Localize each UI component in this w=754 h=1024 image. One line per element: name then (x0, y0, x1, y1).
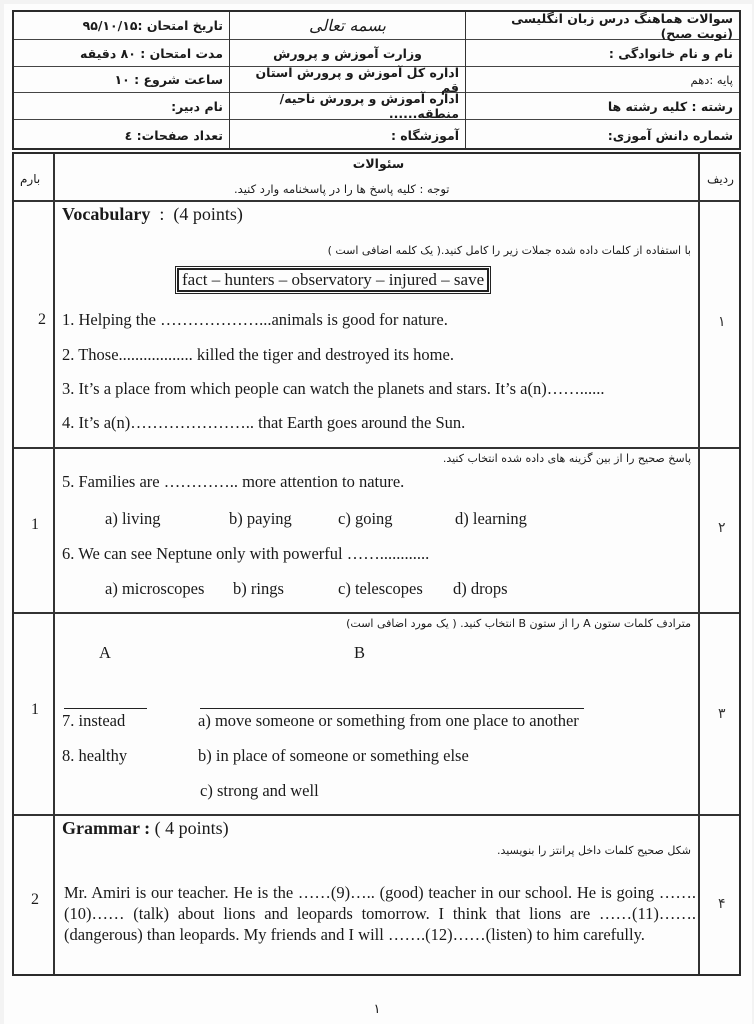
student-info-column (466, 12, 739, 148)
page-count (14, 120, 229, 150)
grammar-instruction: شکل صحیح کلمات داخل پرانتز را بنویسید. (496, 844, 691, 857)
student-number-label: شماره دانش آموزی: (607, 127, 733, 143)
exam-header-table (12, 10, 741, 150)
section-1-divider (14, 447, 739, 449)
exam-date-value: ۹۵/۱۰/۱۵ (82, 18, 138, 33)
barem-header: بارم (20, 172, 41, 186)
grammar-paragraph: Mr. Amiri is our teacher. He is the ……(9)….. (good) teacher in our school. He is going …….(10)…… (talk) about lions and leopards tomorrow. I think that lions are ……(11)……. (dangerous) than leopards. My friends and I will …….(12)……(listen) to him carefully. (64, 883, 696, 944)
grade (466, 67, 739, 93)
teacher-name-label: نام دبیر: (171, 98, 223, 114)
exam-duration-label: مدت امتحان : (140, 45, 223, 61)
answer-sheet-note: توجه : کلیه پاسخ ها را در پاسخنامه وارد کنید. (234, 182, 450, 196)
student-number (466, 120, 739, 150)
school-name (230, 120, 465, 150)
district-office (230, 93, 465, 120)
column-a-item-7: 7. instead (62, 711, 126, 730)
start-time (14, 67, 229, 93)
grade-text: پایه :دهم (690, 72, 733, 87)
page-number: ۱ (373, 1002, 381, 1017)
student-name-label: نام و نام خانوادگی : (608, 45, 733, 61)
q5-option-c: c) going (338, 509, 393, 528)
barem-column-divider (53, 154, 55, 974)
section-1-barem: 2 (38, 311, 46, 328)
start-time-value: ۱۰ (114, 72, 130, 87)
vocab-question-2: 2. Those.................. killed the tiger and destroyed its home. (62, 345, 454, 364)
province-office-text: اداره کل آموزش و پرورش استان قم (255, 64, 459, 95)
grammar-title: Grammar : ( 4 points) (62, 818, 229, 838)
vocab-question-3: 3. It’s a place from which people can watch the planets and stars. It’s a(n)……...... (62, 379, 605, 398)
school-name-label: آموزشگاه : (390, 127, 459, 143)
grammar-points: ( 4 points) (154, 818, 229, 838)
bismillah (230, 12, 465, 40)
word-bank-box: fact – hunters – observatory – injured – save (177, 268, 489, 292)
column-b-item-b: b) in place of someone or something else (198, 746, 469, 765)
questions-table (12, 152, 741, 976)
start-time-label: ساعت شروع : (134, 72, 223, 87)
exam-date-label: تاریخ امتحان : (137, 18, 223, 33)
column-a-item-8: 8. healthy (62, 746, 128, 765)
q6-option-c: c) telescopes (338, 579, 423, 598)
column-b-label: B (354, 643, 366, 662)
vocab-question-1: 1. Helping the ………………...animals is good for nature. (62, 310, 448, 329)
q5-option-a: a) living (105, 509, 161, 528)
questions-header: سئوالات (352, 156, 405, 171)
page-count-label: تعداد صفحات: (136, 127, 223, 143)
field-of-study-text: رشته : کلیه رشته ها (607, 98, 733, 114)
column-b-item-c: c) strong and well (200, 781, 319, 800)
exam-title (466, 12, 739, 40)
section-2-radif: ۲ (718, 520, 726, 536)
mc-question-5: 5. Families are ………….. more attention to nature. (62, 472, 405, 491)
exam-duration-value: ۸۰ دقیقه (80, 45, 136, 61)
ministry-name (230, 40, 465, 67)
exam-info-column (14, 12, 230, 148)
section-2-barem: 1 (31, 516, 39, 533)
page-count-value: ٤ (124, 127, 133, 143)
section-2-divider (14, 612, 739, 614)
column-a-label: A (99, 643, 111, 662)
q6-option-a: a) microscopes (105, 579, 205, 598)
bismillah-text: بسمه تعالی (309, 16, 386, 35)
exam-duration (14, 40, 229, 67)
q5-option-d: d) learning (455, 509, 527, 528)
column-b-item-a: a) move someone or something from one place to another (198, 711, 579, 730)
section-4-radif: ۴ (718, 896, 726, 912)
district-office-text: اداره آموزش و پرورش ناحیه/ منطقه...... (279, 91, 459, 121)
section-4-barem: 2 (31, 891, 39, 908)
vocabulary-title: Vocabulary : (4 points) (62, 204, 243, 224)
vocabulary-instruction: با استفاده از کلمات داده شده جملات زیر را کامل کنید.( یک کلمه اضافی است ) (327, 244, 691, 257)
column-a-rule (64, 708, 147, 709)
mc-question-6: 6. We can see Neptune only with powerful ……............ (62, 544, 430, 563)
vocab-question-4: 4. It’s a(n)………………….. that Earth goes around the Sun. (62, 413, 466, 432)
header-row-divider (14, 200, 739, 202)
teacher-name (14, 93, 229, 120)
student-name (466, 40, 739, 67)
matching-instruction: مترادف کلمات ستون A را از ستون B انتخاب کنید. ( یک مورد اضافی است) (346, 617, 691, 630)
radif-column-divider (698, 154, 700, 974)
q5-option-b: b) paying (229, 509, 292, 528)
section-3-barem: 1 (31, 701, 39, 718)
multiple-choice-instruction: پاسخ صحیح را از بین گزینه های داده شده انتخاب کنید. (442, 452, 691, 465)
radif-header: ردیف (707, 172, 734, 186)
q6-option-d: d) drops (453, 579, 508, 598)
q6-option-b: b) rings (233, 579, 284, 598)
section-3-radif: ۳ (718, 706, 726, 722)
exam-title-text: سوالات هماهنگ درس زبان انگلیسی (نوبت صبح) (511, 10, 733, 41)
ministry-column (230, 12, 466, 148)
ministry-name-text: وزارت آموزش و پرورش (273, 45, 422, 61)
field-of-study (466, 93, 739, 120)
section-1-radif: ۱ (718, 314, 726, 330)
column-b-rule (200, 708, 584, 709)
vocabulary-points: : (4 points) (159, 204, 243, 224)
exam-date (14, 12, 229, 40)
section-3-divider (14, 814, 739, 816)
province-office (230, 64, 465, 95)
